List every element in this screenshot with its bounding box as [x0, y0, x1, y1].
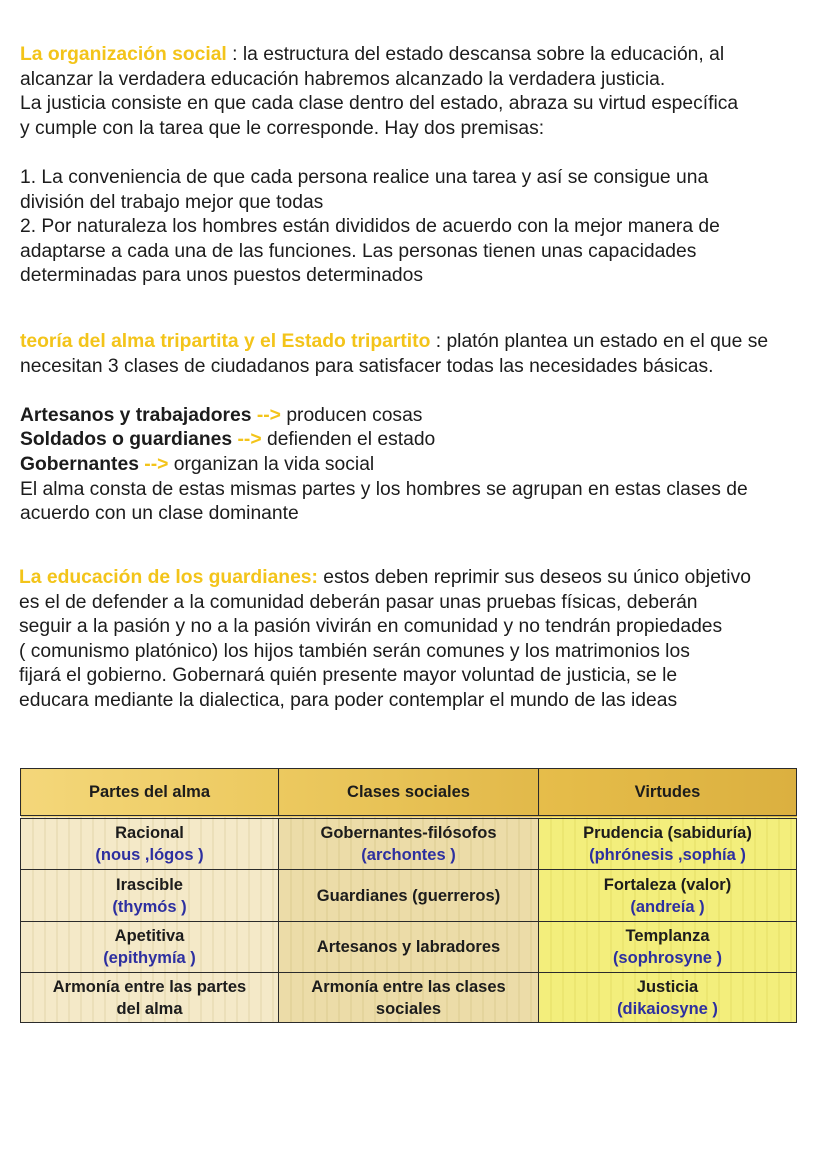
section1-line3: La justicia consiste en que cada clase dentro del estado, abraza su virtud específica: [20, 93, 739, 115]
section3-line3: seguir a la pasión y no a la pasión vivirán en comunidad y no tendrán propiedades: [19, 616, 723, 638]
cell-class: Guardianes (guerreros): [279, 870, 539, 922]
section3-line5: fijará el gobierno. Gobernará quién presente mayor voluntad de justicia, se le: [19, 665, 678, 687]
table-row: [21, 922, 797, 973]
cell-part: Apetitiva (epithymía ): [21, 922, 279, 973]
premise-1-cont: división del trabajo mejor que todas: [20, 191, 324, 213]
cell-virtue: Prudencia (sabiduría) (phrónesis ,sophía ): [539, 817, 797, 870]
section2-closing2: acuerdo con un clase dominante: [20, 503, 299, 525]
header-virtudes: Virtudes: [539, 769, 797, 818]
header-partes-alma: Partes del alma: [21, 769, 279, 818]
section3-line2: es el de defender a la comunidad deberán pasar unas pruebas físicas, deberán: [19, 591, 698, 613]
cell-part: Irascible (thymós ): [21, 870, 279, 922]
section1-line1: La organización social : la estructura del estado descansa sobre la educación, al: [20, 44, 725, 65]
class-gobernantes: Gobernantes --> organizan la vida social: [20, 453, 375, 475]
cell-class: Artesanos y labradores: [279, 922, 539, 973]
table-row: [21, 817, 797, 870]
section3-line4: ( comunismo platónico) los hijos también serán comunes y los matrimonios los: [19, 640, 690, 662]
table-header-row: [21, 769, 797, 818]
class-artesanos: Artesanos y trabajadores --> producen cosas: [20, 404, 423, 426]
alma-estado-table: [20, 768, 797, 1023]
section3-line1: La educación de los guardianes: estos deben reprimir sus deseos su único objetivo: [19, 567, 751, 588]
section3-line6: educara mediante la dialectica, para poder contemplar el mundo de las ideas: [19, 689, 678, 711]
premise-2: 2. Por naturaleza los hombres están divididos de acuerdo con la mejor manera de: [20, 216, 720, 238]
header-clases-sociales: Clases sociales: [279, 769, 539, 818]
cell-virtue: Templanza (sophrosyne ): [539, 922, 797, 973]
section-educacion-guardianes: [19, 566, 809, 714]
cell-virtue: Fortaleza (valor) (andreía ): [539, 870, 797, 922]
cell-class: Gobernantes-filósofos (archontes ): [279, 817, 539, 870]
cell-virtue: Justicia (dikaiosyne ): [539, 973, 797, 1023]
section2-line2: necesitan 3 clases de ciudadanos para satisfacer todas las necesidades básicas.: [20, 355, 714, 377]
cell-part: Racional (nous ,lógos ): [21, 817, 279, 870]
cell-class: Armonía entre las clases sociales: [279, 973, 539, 1023]
section2-closing1: El alma consta de estas mismas partes y los hombres se agrupan en estas clases de: [20, 478, 748, 500]
table-row: [21, 870, 797, 922]
premise-1: 1. La conveniencia de que cada persona realice una tarea y así se consigue una: [20, 166, 709, 188]
section-organizacion-social: [20, 43, 810, 289]
section1-heading: La organización social: [20, 44, 227, 65]
premise-2-cont: adaptarse a cada una de las funciones. Las personas tienen unas capacidades: [20, 240, 697, 262]
section1-line4: y cumple con la tarea que le corresponde. Hay dos premisas:: [20, 117, 545, 139]
premise-2-cont2: determinadas para unos puestos determinados: [20, 265, 424, 287]
section2-line1: teoría del alma tripartita y el Estado tripartito : platón plantea un estado en el que se: [20, 331, 769, 352]
section3-heading: La educación de los guardianes:: [19, 567, 318, 588]
table-row: [21, 973, 797, 1023]
class-soldados: Soldados o guardianes --> defienden el estado: [20, 429, 436, 451]
cell-part: Armonía entre las partes del alma: [21, 973, 279, 1023]
section2-heading: teoría del alma tripartita y el Estado tripartito: [20, 331, 431, 352]
section-alma-tripartita: [20, 330, 810, 527]
section1-line2: alcanzar la verdadera educación habremos alcanzado la verdadera justicia.: [20, 68, 666, 90]
